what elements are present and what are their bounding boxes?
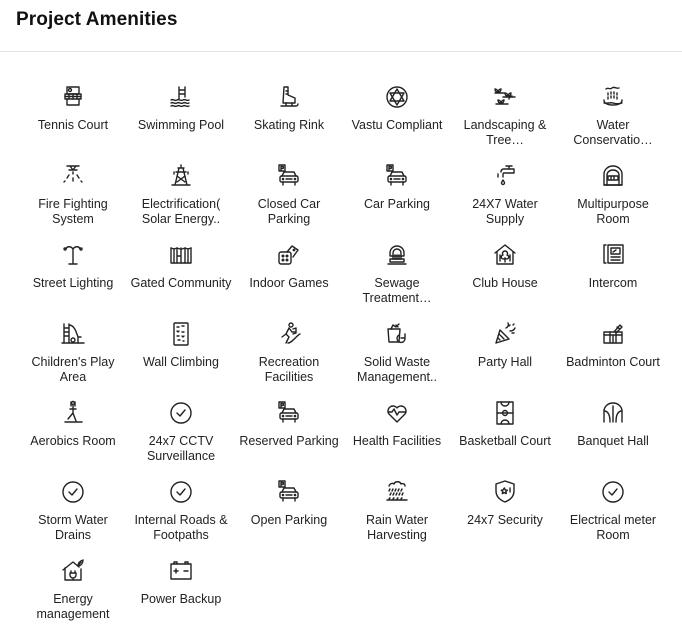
amenity-label: 24x7 CCTV Surveillance — [146, 434, 216, 463]
amenity-item[interactable] — [19, 321, 127, 400]
amenity-item[interactable] — [451, 242, 559, 321]
amenity-item[interactable] — [559, 321, 667, 400]
gate-icon — [168, 242, 194, 268]
amenity-label: Energy management — [36, 592, 110, 621]
amenity-item[interactable] — [19, 479, 127, 558]
amenity-item[interactable] — [235, 163, 343, 242]
amenity-item[interactable] — [127, 479, 235, 558]
sprinkler-icon — [60, 163, 86, 189]
amenity-label: Electrification( Solar Energy.. — [141, 197, 221, 226]
yoga-pose-icon — [60, 400, 86, 426]
security-shield-icon — [492, 479, 518, 505]
amenity-item[interactable] — [127, 558, 235, 637]
plants-icon — [492, 84, 518, 110]
check-circle-icon — [168, 400, 194, 426]
amenity-item[interactable] — [235, 84, 343, 163]
amenity-item[interactable] — [343, 479, 451, 558]
amenity-label: Street Lighting — [32, 276, 114, 290]
amenity-label: Health Facilities — [352, 434, 442, 448]
amenity-item[interactable] — [451, 479, 559, 558]
amenity-item[interactable] — [235, 321, 343, 400]
amenity-label: Indoor Games — [249, 276, 329, 290]
water-tap-icon — [492, 163, 518, 189]
amenity-label: Basketball Court — [459, 434, 551, 448]
amenity-item[interactable] — [451, 163, 559, 242]
amenity-item[interactable] — [559, 163, 667, 242]
amenity-label: Tennis Court — [37, 118, 109, 132]
amenity-item[interactable] — [19, 400, 127, 479]
amenity-label: Open Parking — [250, 513, 328, 527]
car-parking-icon — [384, 163, 410, 189]
amenity-item[interactable] — [343, 400, 451, 479]
car-parking-icon — [276, 163, 302, 189]
skate-icon — [276, 84, 302, 110]
car-parking-icon — [276, 400, 302, 426]
amenity-item[interactable] — [343, 84, 451, 163]
amenity-item[interactable] — [559, 242, 667, 321]
swimming-pool-icon — [168, 84, 194, 110]
amenity-item[interactable] — [127, 321, 235, 400]
amenity-item[interactable] — [235, 242, 343, 321]
amenity-item[interactable] — [235, 479, 343, 558]
amenity-item[interactable] — [19, 558, 127, 637]
party-popper-icon — [492, 321, 518, 347]
amenity-label: Power Backup — [140, 592, 222, 606]
heart-pulse-icon — [384, 400, 410, 426]
check-circle-icon — [168, 479, 194, 505]
amenity-item[interactable] — [19, 163, 127, 242]
battery-icon — [168, 558, 194, 584]
amenity-label: Multipurpose Room — [577, 197, 649, 226]
amenity-item[interactable] — [451, 321, 559, 400]
amenity-item[interactable] — [559, 400, 667, 479]
amenity-label: Reserved Parking — [239, 434, 339, 448]
amenity-label: Children's Play Area — [31, 355, 115, 384]
amenity-label: Sewage Treatment… — [362, 276, 432, 305]
multipurpose-room-icon — [600, 163, 626, 189]
amenity-label: 24x7 Security — [467, 513, 543, 527]
amenity-label: Landscaping & Tree… — [463, 118, 547, 147]
amenity-label: Vastu Compliant — [351, 118, 443, 132]
amenity-label: Gated Community — [130, 276, 232, 290]
amenity-label: Solid Waste Management.. — [357, 355, 437, 384]
amenity-item[interactable] — [343, 242, 451, 321]
amenity-item[interactable] — [343, 163, 451, 242]
water-conservation-icon — [600, 84, 626, 110]
playground-slide-icon — [60, 321, 86, 347]
tennis-court-icon — [60, 84, 86, 110]
amenity-item[interactable] — [127, 400, 235, 479]
climbing-wall-icon — [168, 321, 194, 347]
amenity-label: Electrical meter Room — [569, 513, 657, 542]
amenities-grid — [19, 84, 667, 637]
amenity-label: Fire Fighting System — [38, 197, 108, 226]
amenity-label: Closed Car Parking — [257, 197, 321, 226]
amenity-label: Club House — [472, 276, 538, 290]
amenity-label: Recreation Facilities — [258, 355, 320, 384]
amenity-item[interactable] — [343, 321, 451, 400]
waste-recycle-icon — [384, 321, 410, 347]
amenity-item[interactable] — [559, 479, 667, 558]
amenity-label: Aerobics Room — [30, 434, 116, 448]
amenity-item[interactable] — [451, 84, 559, 163]
amenity-label: Rain Water Harvesting — [365, 513, 429, 542]
amenity-label: Storm Water Drains — [38, 513, 108, 542]
badminton-icon — [600, 321, 626, 347]
amenity-label: 24X7 Water Supply — [472, 197, 538, 226]
check-circle-icon — [600, 479, 626, 505]
amenity-label: Car Parking — [364, 197, 430, 211]
amenity-label: Skating Rink — [253, 118, 325, 132]
amenity-label: Water Conservatio… — [573, 118, 653, 147]
amenity-item[interactable] — [127, 242, 235, 321]
amenity-label: Badminton Court — [566, 355, 660, 369]
car-parking-icon — [276, 479, 302, 505]
amenity-label: Wall Climbing — [143, 355, 219, 369]
club-house-icon — [492, 242, 518, 268]
hiker-icon — [276, 321, 302, 347]
amenity-item[interactable] — [451, 400, 559, 479]
amenity-item[interactable] — [235, 400, 343, 479]
check-circle-icon — [60, 479, 86, 505]
power-tower-icon — [168, 163, 194, 189]
amenity-item[interactable] — [19, 242, 127, 321]
amenity-item[interactable] — [127, 163, 235, 242]
vastu-star-icon — [384, 84, 410, 110]
amenity-item[interactable] — [559, 84, 667, 163]
section-header — [0, 0, 682, 52]
page-title: Project Amenities — [16, 9, 178, 30]
eco-house-icon — [60, 558, 86, 584]
amenity-label: Swimming Pool — [137, 118, 225, 132]
dice-icon — [276, 242, 302, 268]
amenity-label: Intercom — [588, 276, 638, 290]
amenity-item[interactable] — [127, 84, 235, 163]
amenity-label: Party Hall — [477, 355, 533, 369]
amenity-label: Internal Roads & Footpaths — [134, 513, 228, 542]
banquet-curtain-icon — [600, 400, 626, 426]
intercom-icon — [600, 242, 626, 268]
amenity-item[interactable] — [19, 84, 127, 163]
sewage-icon — [384, 242, 410, 268]
rain-icon — [384, 479, 410, 505]
street-lamp-icon — [60, 242, 86, 268]
amenity-label: Banquet Hall — [577, 434, 649, 448]
basketball-court-icon — [492, 400, 518, 426]
